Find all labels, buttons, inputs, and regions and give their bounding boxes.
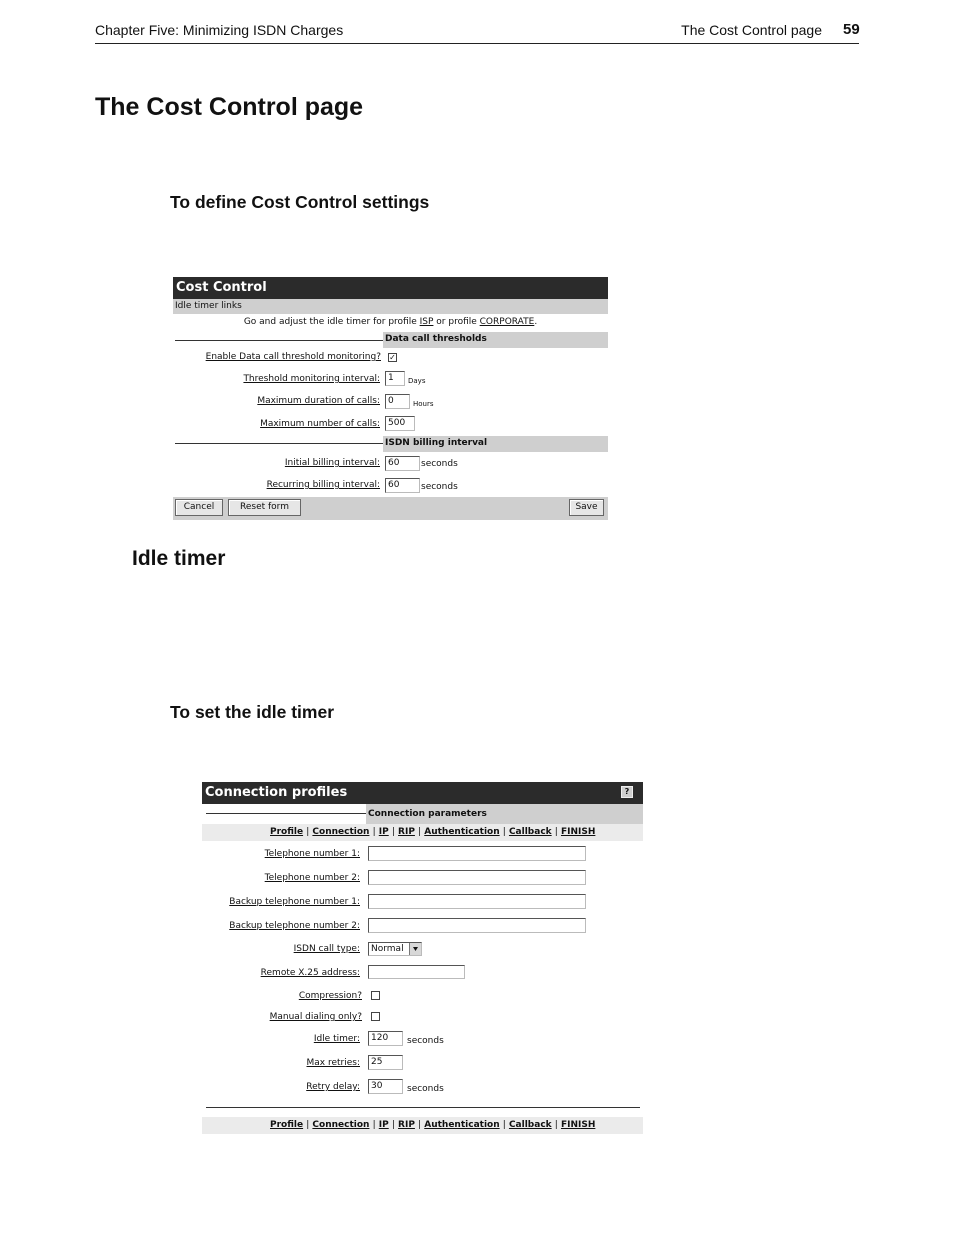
idle-links-header: Idle timer links xyxy=(175,301,242,311)
enable-monitoring-checkbox[interactable] xyxy=(388,353,397,362)
nav-authentication-link[interactable]: Authentication xyxy=(424,1120,500,1130)
retry-delay-unit: seconds xyxy=(407,1084,444,1094)
monitoring-interval-label[interactable]: Threshold monitoring interval: xyxy=(243,374,380,384)
max-duration-label[interactable]: Maximum duration of calls: xyxy=(257,396,380,406)
divider xyxy=(206,1107,640,1108)
connection-profiles-title-bar xyxy=(202,782,643,804)
telephone-2-input[interactable] xyxy=(368,870,586,885)
manual-dialing-checkbox[interactable] xyxy=(371,1012,380,1021)
idle-links-text-c: . xyxy=(534,317,538,327)
backup-telephone-1-label[interactable]: Backup telephone number 1: xyxy=(229,897,360,907)
params-header-bar xyxy=(366,804,643,824)
nav-connection-link[interactable]: Connection xyxy=(312,1120,370,1130)
compression-checkbox[interactable] xyxy=(371,991,380,1000)
idle-links-header-bar xyxy=(173,299,608,314)
nav-separator: | xyxy=(372,827,376,837)
header-rule xyxy=(95,43,859,44)
bottom-nav xyxy=(270,1120,595,1130)
recurring-billing-input[interactable]: 60 xyxy=(385,478,420,493)
max-retries-input[interactable]: 25 xyxy=(368,1055,403,1070)
nav-profile-link[interactable]: Profile xyxy=(270,827,304,837)
connection-profiles-title: Connection profiles xyxy=(205,785,348,800)
remote-x25-label[interactable]: Remote X.25 address: xyxy=(260,968,360,978)
telephone-2-label[interactable]: Telephone number 2: xyxy=(264,873,360,883)
max-duration-unit: Hours xyxy=(413,400,434,408)
nav-separator: | xyxy=(502,827,506,837)
isdn-call-type-select[interactable] xyxy=(368,942,422,956)
reset-form-button[interactable]: Reset form xyxy=(228,499,301,516)
backup-telephone-2-label[interactable]: Backup telephone number 2: xyxy=(229,921,360,931)
nav-callback-link[interactable]: Callback xyxy=(508,827,552,837)
save-button[interactable]: Save xyxy=(569,499,604,516)
nav-separator: | xyxy=(554,1120,558,1130)
remote-x25-input[interactable] xyxy=(368,965,465,979)
thresholds-header: Data call thresholds xyxy=(385,334,487,344)
nav-authentication-link[interactable]: Authentication xyxy=(424,827,500,837)
nav-connection-link[interactable]: Connection xyxy=(312,827,370,837)
idle-links-text-a: Go and adjust the idle timer for profile xyxy=(243,317,420,327)
nav-ip-link[interactable]: IP xyxy=(378,1120,389,1130)
page-number: 59 xyxy=(843,21,860,38)
compression-label[interactable]: Compression? xyxy=(298,991,362,1001)
divider xyxy=(175,443,383,444)
recurring-billing-label[interactable]: Recurring billing interval: xyxy=(266,480,380,490)
help-icon[interactable] xyxy=(621,786,633,798)
telephone-1-input[interactable] xyxy=(368,846,586,861)
nav-separator: | xyxy=(306,1120,310,1130)
running-header-section: The Cost Control page xyxy=(681,22,822,38)
nav-separator: | xyxy=(502,1120,506,1130)
nav-rip-link[interactable]: RIP xyxy=(398,827,415,837)
page-title: The Cost Control page xyxy=(95,93,364,121)
nav-callback-link[interactable]: Callback xyxy=(508,1120,552,1130)
max-retries-label[interactable]: Max retries: xyxy=(306,1058,360,1068)
nav-separator: | xyxy=(391,827,395,837)
manual-dialing-label[interactable]: Manual dialing only? xyxy=(269,1012,362,1022)
section-heading-idle-timer: Idle timer xyxy=(132,547,226,570)
procedure-title-cost-control: To define Cost Control settings xyxy=(170,192,430,212)
isdn-call-type-value: Normal xyxy=(371,944,404,954)
cost-control-title-bar xyxy=(173,277,608,299)
cost-control-panel xyxy=(173,277,608,520)
nav-ip-link[interactable]: IP xyxy=(378,827,389,837)
nav-separator: | xyxy=(418,1120,422,1130)
nav-separator: | xyxy=(391,1120,395,1130)
retry-delay-label[interactable]: Retry delay: xyxy=(306,1082,360,1092)
connection-profiles-panel xyxy=(202,782,643,1134)
idle-timer-unit: seconds xyxy=(407,1036,444,1046)
enable-monitoring-label[interactable]: Enable Data call threshold monitoring? xyxy=(205,352,381,362)
top-nav xyxy=(270,827,595,837)
cancel-button[interactable]: Cancel xyxy=(175,499,223,516)
backup-telephone-1-input[interactable] xyxy=(368,894,586,909)
max-calls-label[interactable]: Maximum number of calls: xyxy=(260,419,380,429)
nav-finish-link[interactable]: FINISH xyxy=(560,1120,596,1130)
divider xyxy=(175,340,383,341)
cost-control-title: Cost Control xyxy=(176,280,267,295)
retry-delay-input[interactable]: 30 xyxy=(368,1079,403,1094)
billing-header: ISDN billing interval xyxy=(385,438,488,448)
monitoring-interval-input[interactable]: 1 xyxy=(385,371,405,386)
nav-finish-link[interactable]: FINISH xyxy=(560,827,596,837)
nav-separator: | xyxy=(418,827,422,837)
initial-billing-label[interactable]: Initial billing interval: xyxy=(284,458,380,468)
dropdown-arrow-icon xyxy=(409,943,421,955)
nav-separator: | xyxy=(372,1120,376,1130)
thresholds-header-bar xyxy=(383,332,608,348)
billing-header-bar xyxy=(383,436,608,452)
max-calls-input[interactable]: 500 xyxy=(385,416,415,431)
nav-profile-link[interactable]: Profile xyxy=(270,1120,304,1130)
idle-links-sentence xyxy=(173,317,608,327)
profile-corporate-link[interactable]: CORPORATE xyxy=(479,317,535,327)
interval-unit: Days xyxy=(408,377,426,385)
idle-timer-input[interactable]: 120 xyxy=(368,1031,403,1046)
recurring-billing-unit: seconds xyxy=(421,482,458,492)
nav-separator: | xyxy=(306,827,310,837)
profile-isp-link[interactable]: ISP xyxy=(419,317,434,327)
backup-telephone-2-input[interactable] xyxy=(368,918,586,933)
running-header-chapter: Chapter Five: Minimizing ISDN Charges xyxy=(95,22,344,38)
initial-billing-input[interactable]: 60 xyxy=(385,456,420,471)
nav-rip-link[interactable]: RIP xyxy=(398,1120,415,1130)
procedure-title-idle-timer: To set the idle timer xyxy=(170,702,335,722)
idle-links-text-b: or profile xyxy=(433,317,480,327)
divider xyxy=(206,813,366,814)
idle-timer-label[interactable]: Idle timer: xyxy=(313,1034,360,1044)
telephone-1-label[interactable]: Telephone number 1: xyxy=(264,849,360,859)
initial-billing-unit: seconds xyxy=(421,459,458,469)
nav-separator: | xyxy=(554,827,558,837)
help-icon-glyph: ? xyxy=(624,787,630,796)
max-duration-input[interactable]: 0 xyxy=(385,394,410,409)
params-header: Connection parameters xyxy=(368,809,487,819)
check-mark: ✓ xyxy=(389,353,396,362)
isdn-call-type-label[interactable]: ISDN call type: xyxy=(293,944,360,954)
